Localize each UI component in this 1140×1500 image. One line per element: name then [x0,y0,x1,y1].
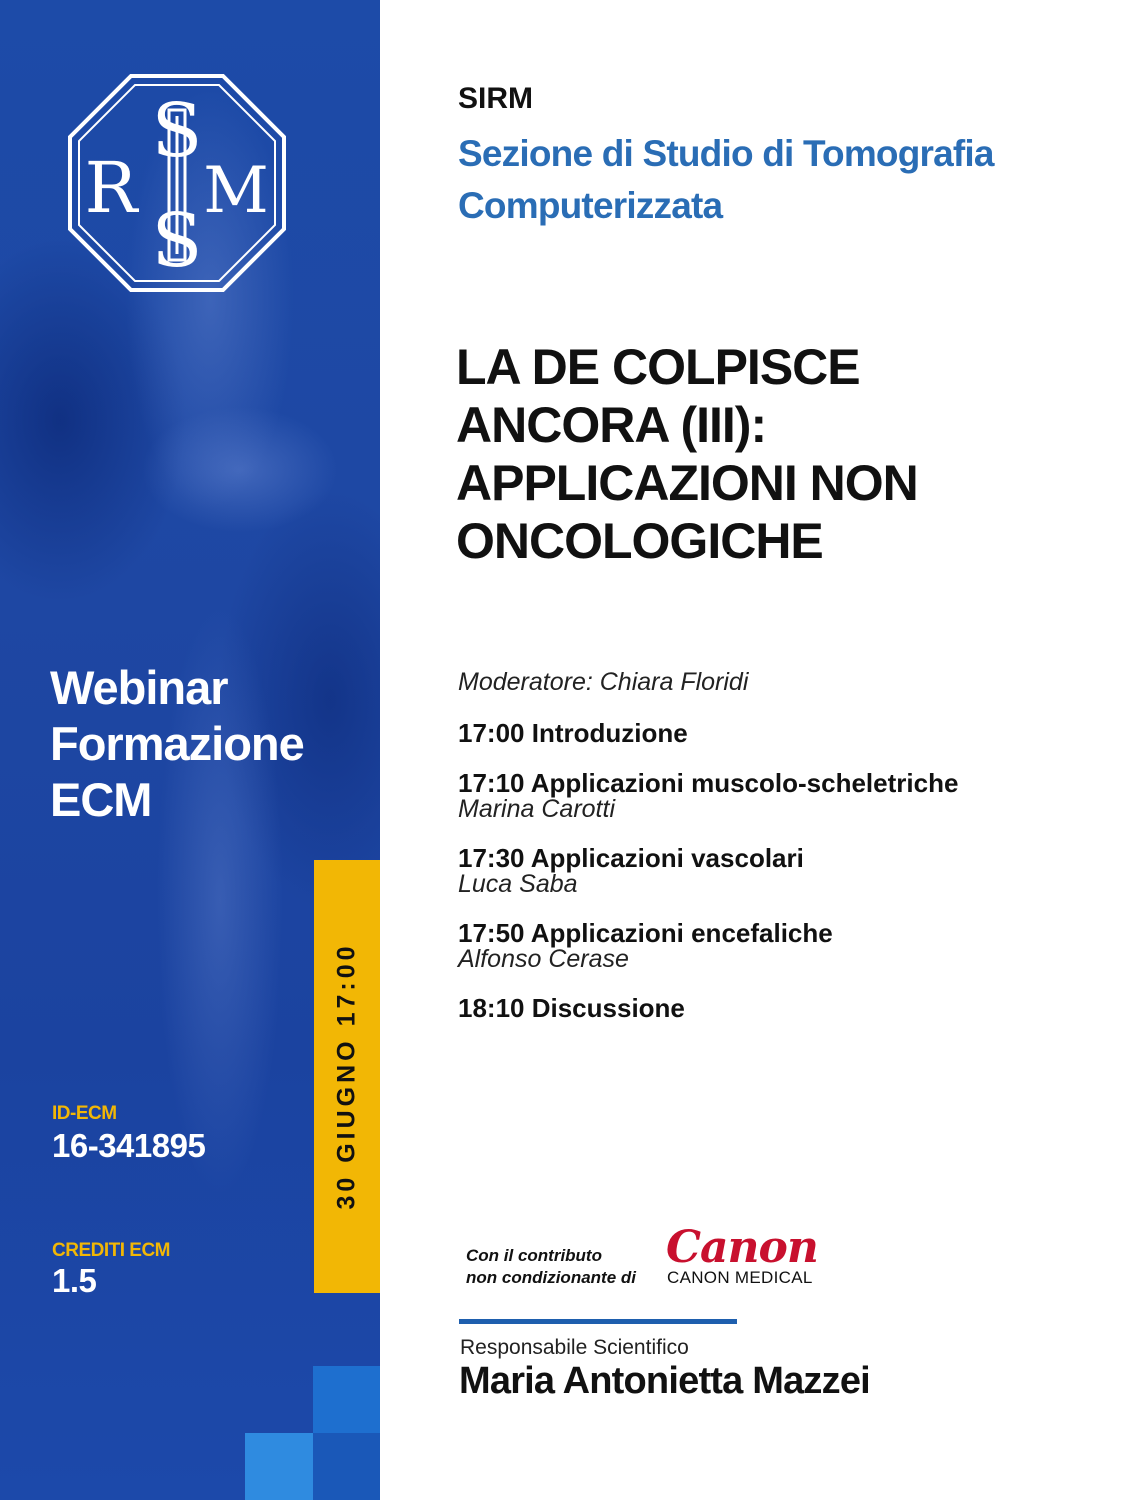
program-item-title: 18:10 Discussione [458,993,685,1023]
logo-letter-s-top: S [151,88,203,174]
moderator: Moderatore: Chiara Floridi [458,668,749,696]
webinar-line-1: Webinar [50,661,228,714]
decor-square [313,1366,380,1433]
program-item [458,718,1098,748]
logo-letter-s-bottom: S [151,198,203,284]
program-item-title: 17:00 Introduzione [458,718,688,748]
program-item [458,768,1098,823]
canon-logo: Canon [666,1222,818,1273]
logo-letter-r: R [84,147,138,229]
id-ecm-value: 16-341895 [52,1127,206,1164]
section-title-line-1: Sezione di Studio di Tomografia [458,133,994,174]
sirm-logo [66,72,288,294]
decor-square [245,1433,313,1500]
event-title [456,338,1096,570]
responsible-name: Maria Antonietta Mazzei [459,1360,870,1402]
event-title-line-1: LA DE COLPISCE [456,339,860,395]
webinar-line-2: Formazione [50,717,304,770]
event-title-line-3: APPLICAZIONI NON [456,455,918,511]
program-item-title: 17:50 Applicazioni encefaliche [458,918,833,948]
section-title [458,128,1098,232]
event-date: 30 GIUGNO 17:00 [332,942,361,1210]
crediti-value: 1.5 [52,1262,97,1299]
sponsor-line-1: Con il contributo [466,1246,602,1265]
canon-medical-text: CANON MEDICAL [667,1268,813,1287]
id-ecm-label: ID-ECM [52,1103,117,1124]
divider [459,1319,737,1324]
sponsor-text [466,1245,636,1289]
program-item [458,843,1098,898]
program-item-title: 17:30 Applicazioni vascolari [458,843,804,873]
program-item-speaker: Luca Saba [458,870,578,898]
program-item [458,918,1098,973]
program-item-speaker: Marina Carotti [458,795,615,823]
event-title-line-2: ANCORA (III): [456,397,767,453]
decor-square [313,1433,380,1500]
webinar-line-3: ECM [50,773,152,826]
crediti-label: CREDITI ECM [52,1240,170,1261]
sponsor-line-2: non condizionante di [466,1268,636,1287]
program-item-title: 17:10 Applicazioni muscolo-scheletriche [458,768,959,798]
program-item-speaker: Alfonso Cerase [458,945,629,973]
program-item [458,993,1098,1023]
responsible-label: Responsabile Scientifico [460,1336,689,1359]
logo-letter-m: M [203,154,269,228]
org-name: SIRM [458,82,533,115]
event-title-line-4: ONCOLOGICHE [456,513,823,569]
section-title-line-2: Computerizzata [458,185,723,226]
left-panel [0,0,380,1500]
webinar-title [50,660,350,828]
